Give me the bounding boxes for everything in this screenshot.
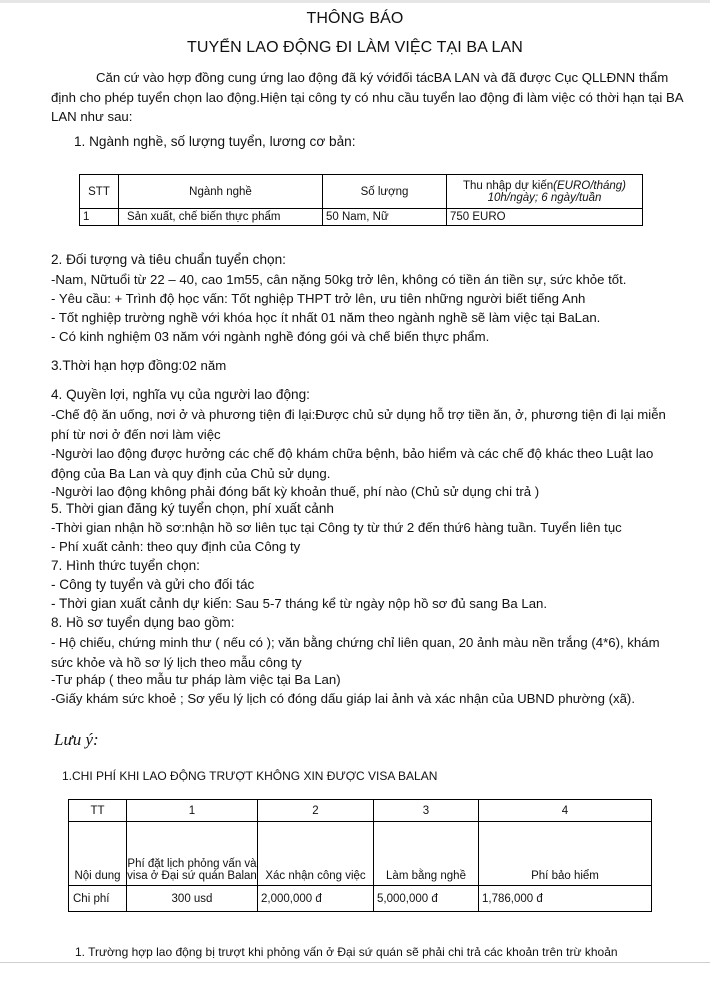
cost-col-1: 1 xyxy=(127,800,258,822)
cell-profession: Sản xuất, chế biến thực phẩm xyxy=(119,209,323,226)
content-2: Xác nhận công việc xyxy=(258,822,374,886)
section4-paragraph-3: -Người lao động không phải đóng bất kỳ khoản thuế, phí nào (Chủ sử dụng chi trả ) xyxy=(51,484,540,499)
cell-stt: 1 xyxy=(80,209,119,226)
cost-heading: 1.CHI PHÍ KHI LAO ĐỘNG TRƯỢT KHÔNG XIN ĐƯỢC VISA BALAN xyxy=(62,769,438,783)
cost-1: 300 usd xyxy=(127,886,258,912)
col-profession: Ngành nghề xyxy=(119,175,323,209)
content-3: Làm bằng nghề xyxy=(374,822,479,886)
cost-table-header-row xyxy=(69,800,652,822)
section3 xyxy=(51,358,226,373)
section2-line-4: - Có kinh nghiệm 03 năm với ngành nghề đóng gói và chế biến thực phẩm. xyxy=(51,329,490,344)
document-title: THÔNG BÁO xyxy=(306,10,404,27)
section7-line-1: - Công ty tuyển và gửi cho đối tác xyxy=(51,577,255,592)
col-quantity: Số lượng xyxy=(323,175,447,209)
section8-heading: 8. Hồ sơ tuyển dụng bao gồm: xyxy=(51,615,235,630)
section4-heading: 4. Quyền lợi, nghĩa vụ của người lao động: xyxy=(51,387,310,402)
section2-line-2: - Yêu cầu: + Trình độ học vấn: Tốt nghiệp THPT trở lên, ưu tiên những người biết tiếng Anh xyxy=(51,291,586,306)
section3-heading: 3.Thời hạn hợp đồng: xyxy=(51,358,183,373)
col-stt: STT xyxy=(80,175,119,209)
cost-table-cost-row xyxy=(69,886,652,912)
cost-4: 1,786,000 đ xyxy=(479,886,652,912)
cost-label: Chi phí xyxy=(69,886,127,912)
cost-table xyxy=(68,799,652,912)
section5-heading: 5. Thời gian đăng ký tuyển chọn, phí xuất cảnh xyxy=(51,501,334,516)
content-label: Nội dung xyxy=(69,822,127,886)
contract-duration: 02 năm xyxy=(182,358,227,373)
cost-2: 2,000,000 đ xyxy=(258,886,374,912)
section8-paragraph-1: - Hộ chiếu, chứng minh thư ( nếu có ); văn bằng chứng chỉ liên quan, 20 ảnh màu nền trắng (4*6), khám sức khỏe và hồ sơ lý lịch theo mẫu công ty xyxy=(51,635,660,670)
section4-paragraph-1: -Chế độ ăn uống, nơi ở và phương tiện đi lại:Được chủ sử dụng hỗ trợ tiền ăn, ở, phương tiện đi lại miễn phí từ nơi ở đến nơi làm việc xyxy=(51,407,666,442)
col-income xyxy=(447,175,643,209)
top-rule xyxy=(0,0,710,3)
section8-paragraph-3: -Giấy khám sức khoẻ ; Sơ yếu lý lịch có đóng dấu giáp lai ảnh và xác nhận của UBND phường (xã). xyxy=(51,691,635,706)
departure-time-value: : Sau 5-7 tháng kể từ ngày nộp hồ sơ đủ sang Ba Lan. xyxy=(228,596,548,611)
cell-quantity: 50 Nam, Nữ xyxy=(323,209,447,226)
cost-col-tt: TT xyxy=(69,800,127,822)
departure-time-label: - Thời gian xuất cảnh dự kiến xyxy=(51,596,229,611)
income-schedule: 10h/ngày; 6 ngày/tuần xyxy=(487,191,602,204)
document-subtitle: TUYỂN LAO ĐỘNG ĐI LÀM VIỆC TẠI BA LAN xyxy=(187,39,523,56)
table-row xyxy=(80,209,643,226)
cell-income: 750 EURO xyxy=(447,209,643,226)
section4-paragraph-2: -Người lao động được hưởng các chế độ khám chữa bệnh, bảo hiểm và các chế độ khác theo Luật lao động của Ba Lan và quy định của Chủ sử dụng. xyxy=(51,446,654,481)
cost-col-4: 4 xyxy=(479,800,652,822)
note-title: Lưu ý: xyxy=(54,730,99,749)
intro-paragraph: Căn cứ vào hợp đồng cung ứng lao động đã ký vớiđối tácBA LAN và đã được Cục QLLĐNN thẩm định cho phép tuyển chọn lao động.Hiện tại công ty có nhu cầu tuyển lao động đi làm việc có thời hạn tại BA LAN như sau: xyxy=(51,70,683,124)
job-table-header-row xyxy=(80,175,643,209)
cost-3: 5,000,000 đ xyxy=(374,886,479,912)
section7-heading: 7. Hình thức tuyển chọn: xyxy=(51,558,200,573)
cost-col-2: 2 xyxy=(258,800,374,822)
section2-heading: 2. Đối tượng và tiêu chuẩn tuyển chọn: xyxy=(51,252,286,267)
section5-line-1: -Thời gian nhận hồ sơ:nhận hồ sơ liên tục tại Công ty từ thứ 2 đến thứ6 hàng tuần. Tuyển liên tục xyxy=(51,520,622,535)
job-table xyxy=(79,174,643,226)
section1-heading: 1. Ngành nghề, số lượng tuyển, lương cơ bản: xyxy=(74,134,356,149)
section8-paragraph-2: -Tư pháp ( theo mẫu tư pháp làm việc tại Ba Lan) xyxy=(51,672,341,687)
section2-line-1: -Nam, Nữtuổi từ 22 – 40, cao 1m55, cân nặng 50kg trở lên, không có tiền án tiền sự, sức khỏe tốt. xyxy=(51,272,627,287)
bottom-rule xyxy=(0,962,710,963)
content-4: Phí bảo hiểm xyxy=(479,822,652,886)
footer-line: 1. Trường hợp lao động bị trượt khi phỏng vấn ở Đại sứ quán sẽ phải chi trả các khoản trên trừ khoản xyxy=(75,945,618,959)
cost-col-3: 3 xyxy=(374,800,479,822)
section7-line-2 xyxy=(51,596,547,611)
content-1: Phí đặt lịch phỏng vấn và visa ở Đại sứ quán Balan xyxy=(127,822,258,886)
cost-table-content-row xyxy=(69,822,652,886)
income-label: Thu nhập dự kiến xyxy=(462,179,554,192)
income-unit: (EURO/tháng) xyxy=(553,179,627,192)
section2-line-3: - Tốt nghiệp trường nghề với khóa học ít nhất 01 năm theo ngành nghề sẽ làm việc tại BaLan. xyxy=(51,310,601,325)
section5-line-2: - Phí xuất cảnh: theo quy định của Công ty xyxy=(51,539,301,554)
